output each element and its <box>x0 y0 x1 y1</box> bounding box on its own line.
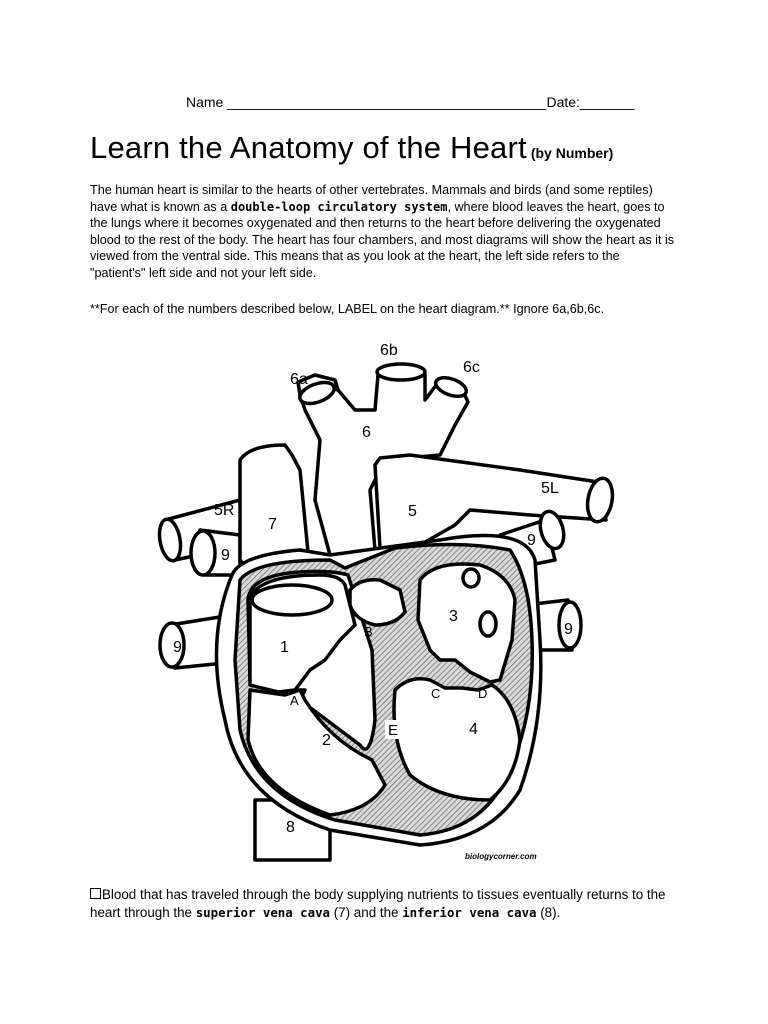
title-main: Learn the Anatomy of the Heart <box>90 130 527 165</box>
label-6a: 6a <box>290 371 308 388</box>
checkbox-icon[interactable] <box>90 888 101 899</box>
label-1: 1 <box>280 639 289 656</box>
label-6c: 6c <box>463 359 480 376</box>
left-atrium-vein-opening-1 <box>463 569 479 587</box>
label-7: 7 <box>268 516 277 533</box>
label-3: 3 <box>449 608 458 625</box>
intro-bold-term: double-loop circulatory system <box>230 199 448 214</box>
label-5R: 5R <box>214 502 235 519</box>
label-9-right-upper: 9 <box>527 532 536 549</box>
right-atrium-opening <box>252 585 332 615</box>
label-8: 8 <box>286 819 295 836</box>
blood-paragraph <box>90 886 690 923</box>
label-5: 5 <box>408 503 417 520</box>
label-9-right-lower: 9 <box>564 621 573 638</box>
blood-bold-1: superior vena cava <box>195 905 330 921</box>
heart-diagram <box>150 335 630 870</box>
label-4: 4 <box>469 721 478 738</box>
intro-text-1: The human heart is similar to the hearts of other vertebrates. Mammals and birds (and some reptiles) have what is known as a <box>90 183 653 214</box>
name-date-line[interactable]: Name _________________________________________Date:_______ <box>186 94 635 110</box>
blood-bold-2: inferior vena cava <box>402 905 537 921</box>
label-2: 2 <box>322 732 331 749</box>
blood-text-2: (7) and the <box>330 905 403 921</box>
label-A: A <box>290 693 299 708</box>
label-6: 6 <box>362 424 371 441</box>
heart-diagram-svg <box>150 335 630 870</box>
label-9-left-lower: 9 <box>173 639 182 656</box>
label-B: B <box>364 624 373 639</box>
intro-text-2: , where blood leaves the heart, goes to the lungs where it becomes oxygenated and then returns to the heart before delivering the oxygenated blood to the rest of the body. The heart has four chambers, and most diagrams will show the heart as it is viewed from the ventral side. This means that as you look at the heart, the left side refers to the "patient's" left side and not your left side. <box>90 199 675 280</box>
instruction-text: **For each of the numbers described below, LABEL on the heart diagram.** Ignore 6a,6b,6c. <box>90 302 605 316</box>
blood-text-3: (8). <box>536 905 561 921</box>
pulmonary-vein-left-upper-opening <box>191 531 215 575</box>
label-E: E <box>388 722 399 739</box>
label-6b: 6b <box>380 342 398 359</box>
pulmonary-valve-chamber <box>350 580 405 625</box>
label-D: D <box>478 686 488 701</box>
page-title <box>90 130 613 166</box>
branch-6b-opening <box>377 364 425 380</box>
blood-text-1: Blood that has traveled through the body supplying nutrients to tissues eventually returns to the heart through the <box>90 887 666 921</box>
diagram-credit: biologycorner.com <box>465 852 537 861</box>
label-5L: 5L <box>541 480 559 497</box>
title-sub: (by Number) <box>530 145 614 161</box>
label-C: C <box>431 686 441 701</box>
intro-paragraph <box>90 182 675 282</box>
label-9-left-upper: 9 <box>221 547 230 564</box>
left-atrium-vein-opening-2 <box>480 612 496 636</box>
